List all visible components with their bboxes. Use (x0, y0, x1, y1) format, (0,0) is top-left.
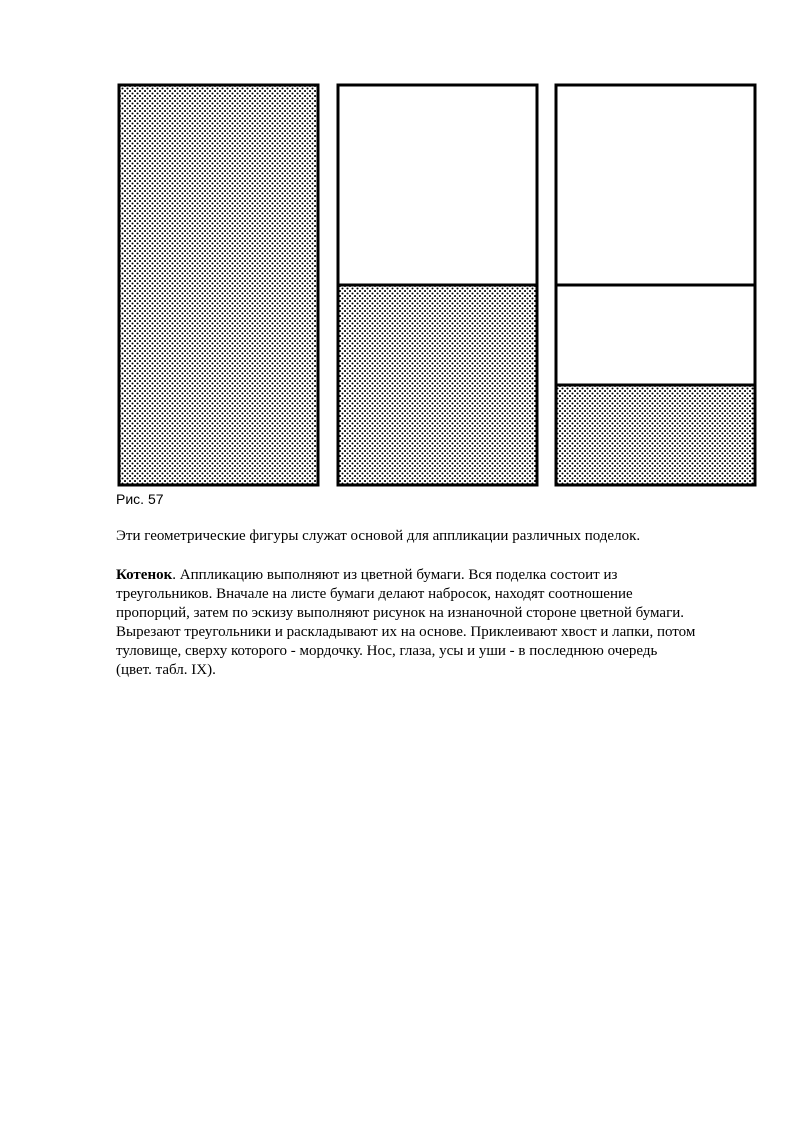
geometric-shapes-diagram (116, 82, 760, 488)
panel-3-segment-1-blank (556, 85, 755, 285)
kitten-line: Вырезают треугольники и раскладывают их на основе. Приклеивают хвост и лапки, потом (116, 624, 696, 640)
kitten-line: пропорций, затем по эскизу выполняют рисунок на изнаночной стороне цветной бумаги. (116, 605, 684, 621)
intro-paragraph: Эти геометрические фигуры служат основой для аппликации различных поделок. (116, 528, 641, 544)
panel-1-segment-1-dotted (119, 85, 318, 485)
panel-2-segment-2-dotted (338, 285, 537, 485)
kitten-first-line (116, 566, 756, 585)
kitten-title: Котенок (116, 567, 173, 583)
panel-2-segment-1-blank (338, 85, 537, 285)
figure-caption: Рис. 57 (116, 491, 164, 507)
panel-3-segment-3-dotted (556, 385, 755, 485)
kitten-paragraph (116, 566, 756, 680)
kitten-line: треугольников. Вначале на листе бумаги делают набросок, находят соотношение (116, 586, 633, 602)
kitten-title-suffix: . Аппликацию выполняют из цветной бумаги. Вся поделка состоит из (172, 567, 618, 583)
kitten-line: туловище, сверху которого - мордочку. Нос, глаза, усы и уши - в последнюю очередь (116, 643, 658, 659)
panel-3-segment-2-blank (556, 285, 755, 385)
figure-57 (116, 82, 760, 488)
kitten-line: (цвет. табл. IX). (116, 662, 216, 678)
